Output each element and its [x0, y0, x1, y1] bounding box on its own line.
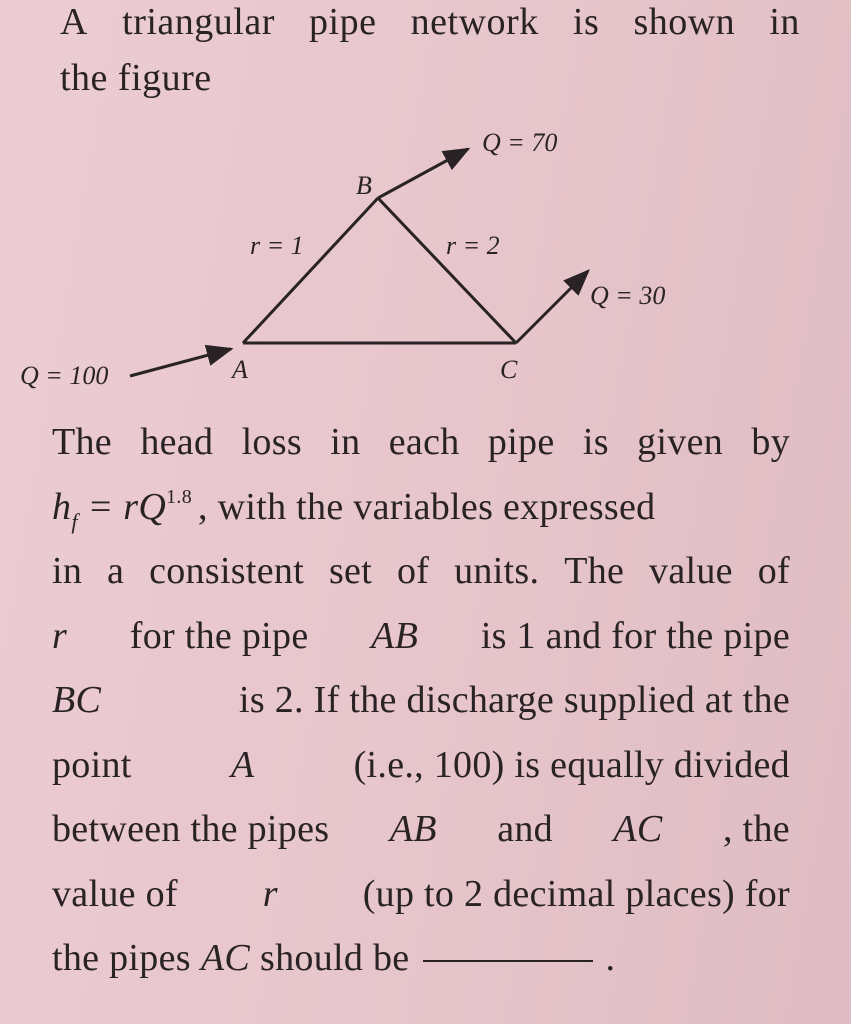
word: The [564, 550, 625, 592]
word: consistent [149, 550, 305, 592]
word: of [396, 550, 430, 592]
outflow-arrow-b [378, 149, 468, 198]
outflow-b-label: Q = 70 [482, 128, 558, 157]
word: shown [633, 1, 736, 43]
line-text: (up to 2 decimal places) for [362, 872, 790, 915]
problem-line-5 [52, 668, 790, 733]
word: triangular [122, 1, 275, 43]
pipe-bc-ref: BC [52, 679, 102, 721]
line-text: for the pipe [129, 614, 309, 657]
node-c-label: C [500, 355, 518, 384]
problem-line-8 [52, 862, 790, 927]
word: A [60, 1, 88, 43]
pipe-bc-r-label: r = 2 [446, 231, 500, 260]
word: units. [454, 550, 540, 592]
word: pipe [309, 1, 377, 43]
node-b-label: B [356, 171, 372, 200]
formula-h: h [52, 485, 72, 528]
intro-line-1 [60, 0, 800, 50]
var-r: r [262, 872, 278, 915]
line-text: is 1 and for the pipe [480, 614, 790, 657]
problem-line-6 [52, 733, 790, 798]
formula-exponent: 1.8 [166, 485, 193, 508]
word: network [410, 1, 539, 43]
intro-line-2: the figure [60, 57, 212, 99]
word: given [637, 421, 724, 463]
line-text: (i.e., 100) is equally divided [353, 743, 790, 786]
problem-line-3 [52, 539, 790, 604]
pipe-ab-ref: AB [371, 614, 419, 657]
word: a [107, 550, 125, 592]
word: value [649, 550, 733, 592]
line-end: . [605, 937, 616, 979]
formula [52, 475, 192, 540]
pipe-bc [378, 198, 516, 343]
word: in [769, 1, 800, 43]
outflow-c-label: Q = 30 [590, 281, 666, 310]
line-text: value of [52, 872, 178, 915]
problem-text [52, 410, 790, 991]
word: head [140, 421, 214, 463]
problem-line-4 [52, 604, 790, 669]
line-text: between the pipes [52, 808, 330, 850]
pipe-ac-ref: AC [200, 937, 251, 979]
point-a-ref: A [230, 743, 255, 786]
problem-line-2 [52, 475, 790, 540]
word: is [572, 1, 600, 43]
line-text: should be [260, 937, 410, 979]
pipe-ab-r-label: r = 1 [250, 231, 304, 260]
word: pipe [487, 421, 555, 463]
line-text: , the [723, 808, 790, 850]
word: is [582, 421, 609, 463]
inflow-arrow-a [130, 349, 231, 376]
pipe-network-diagram [0, 118, 851, 398]
word: by [751, 421, 790, 463]
line-text: the pipes [52, 937, 191, 979]
node-a-label: A [232, 355, 248, 384]
word: in [330, 421, 361, 463]
word: The [52, 421, 112, 463]
word: set [328, 550, 373, 592]
word: of [757, 550, 790, 592]
outflow-arrow-c [516, 271, 588, 343]
pipe-network-figure [0, 118, 851, 398]
problem-line-1 [52, 410, 790, 475]
line-text: is 2. If the discharge supplied at the [238, 679, 790, 721]
line-text: point [52, 743, 132, 786]
pipe-ac-ref: AC [613, 808, 663, 850]
line-text: and [497, 808, 553, 850]
word: loss [241, 421, 302, 463]
word: in [52, 550, 83, 592]
problem-line-9 [52, 926, 790, 991]
word: each [388, 421, 460, 463]
pipe-ab-ref: AB [389, 808, 437, 850]
pipe-ab [243, 198, 378, 343]
intro-text [60, 0, 800, 106]
formula-rq: = rQ [77, 485, 167, 528]
formula-subscript: f [71, 508, 78, 534]
problem-line-7 [52, 797, 790, 862]
inflow-label: Q = 100 [20, 361, 109, 390]
answer-blank[interactable] [423, 926, 593, 962]
var-r: r [52, 614, 68, 657]
line-text: , with the variables expressed [198, 485, 656, 528]
